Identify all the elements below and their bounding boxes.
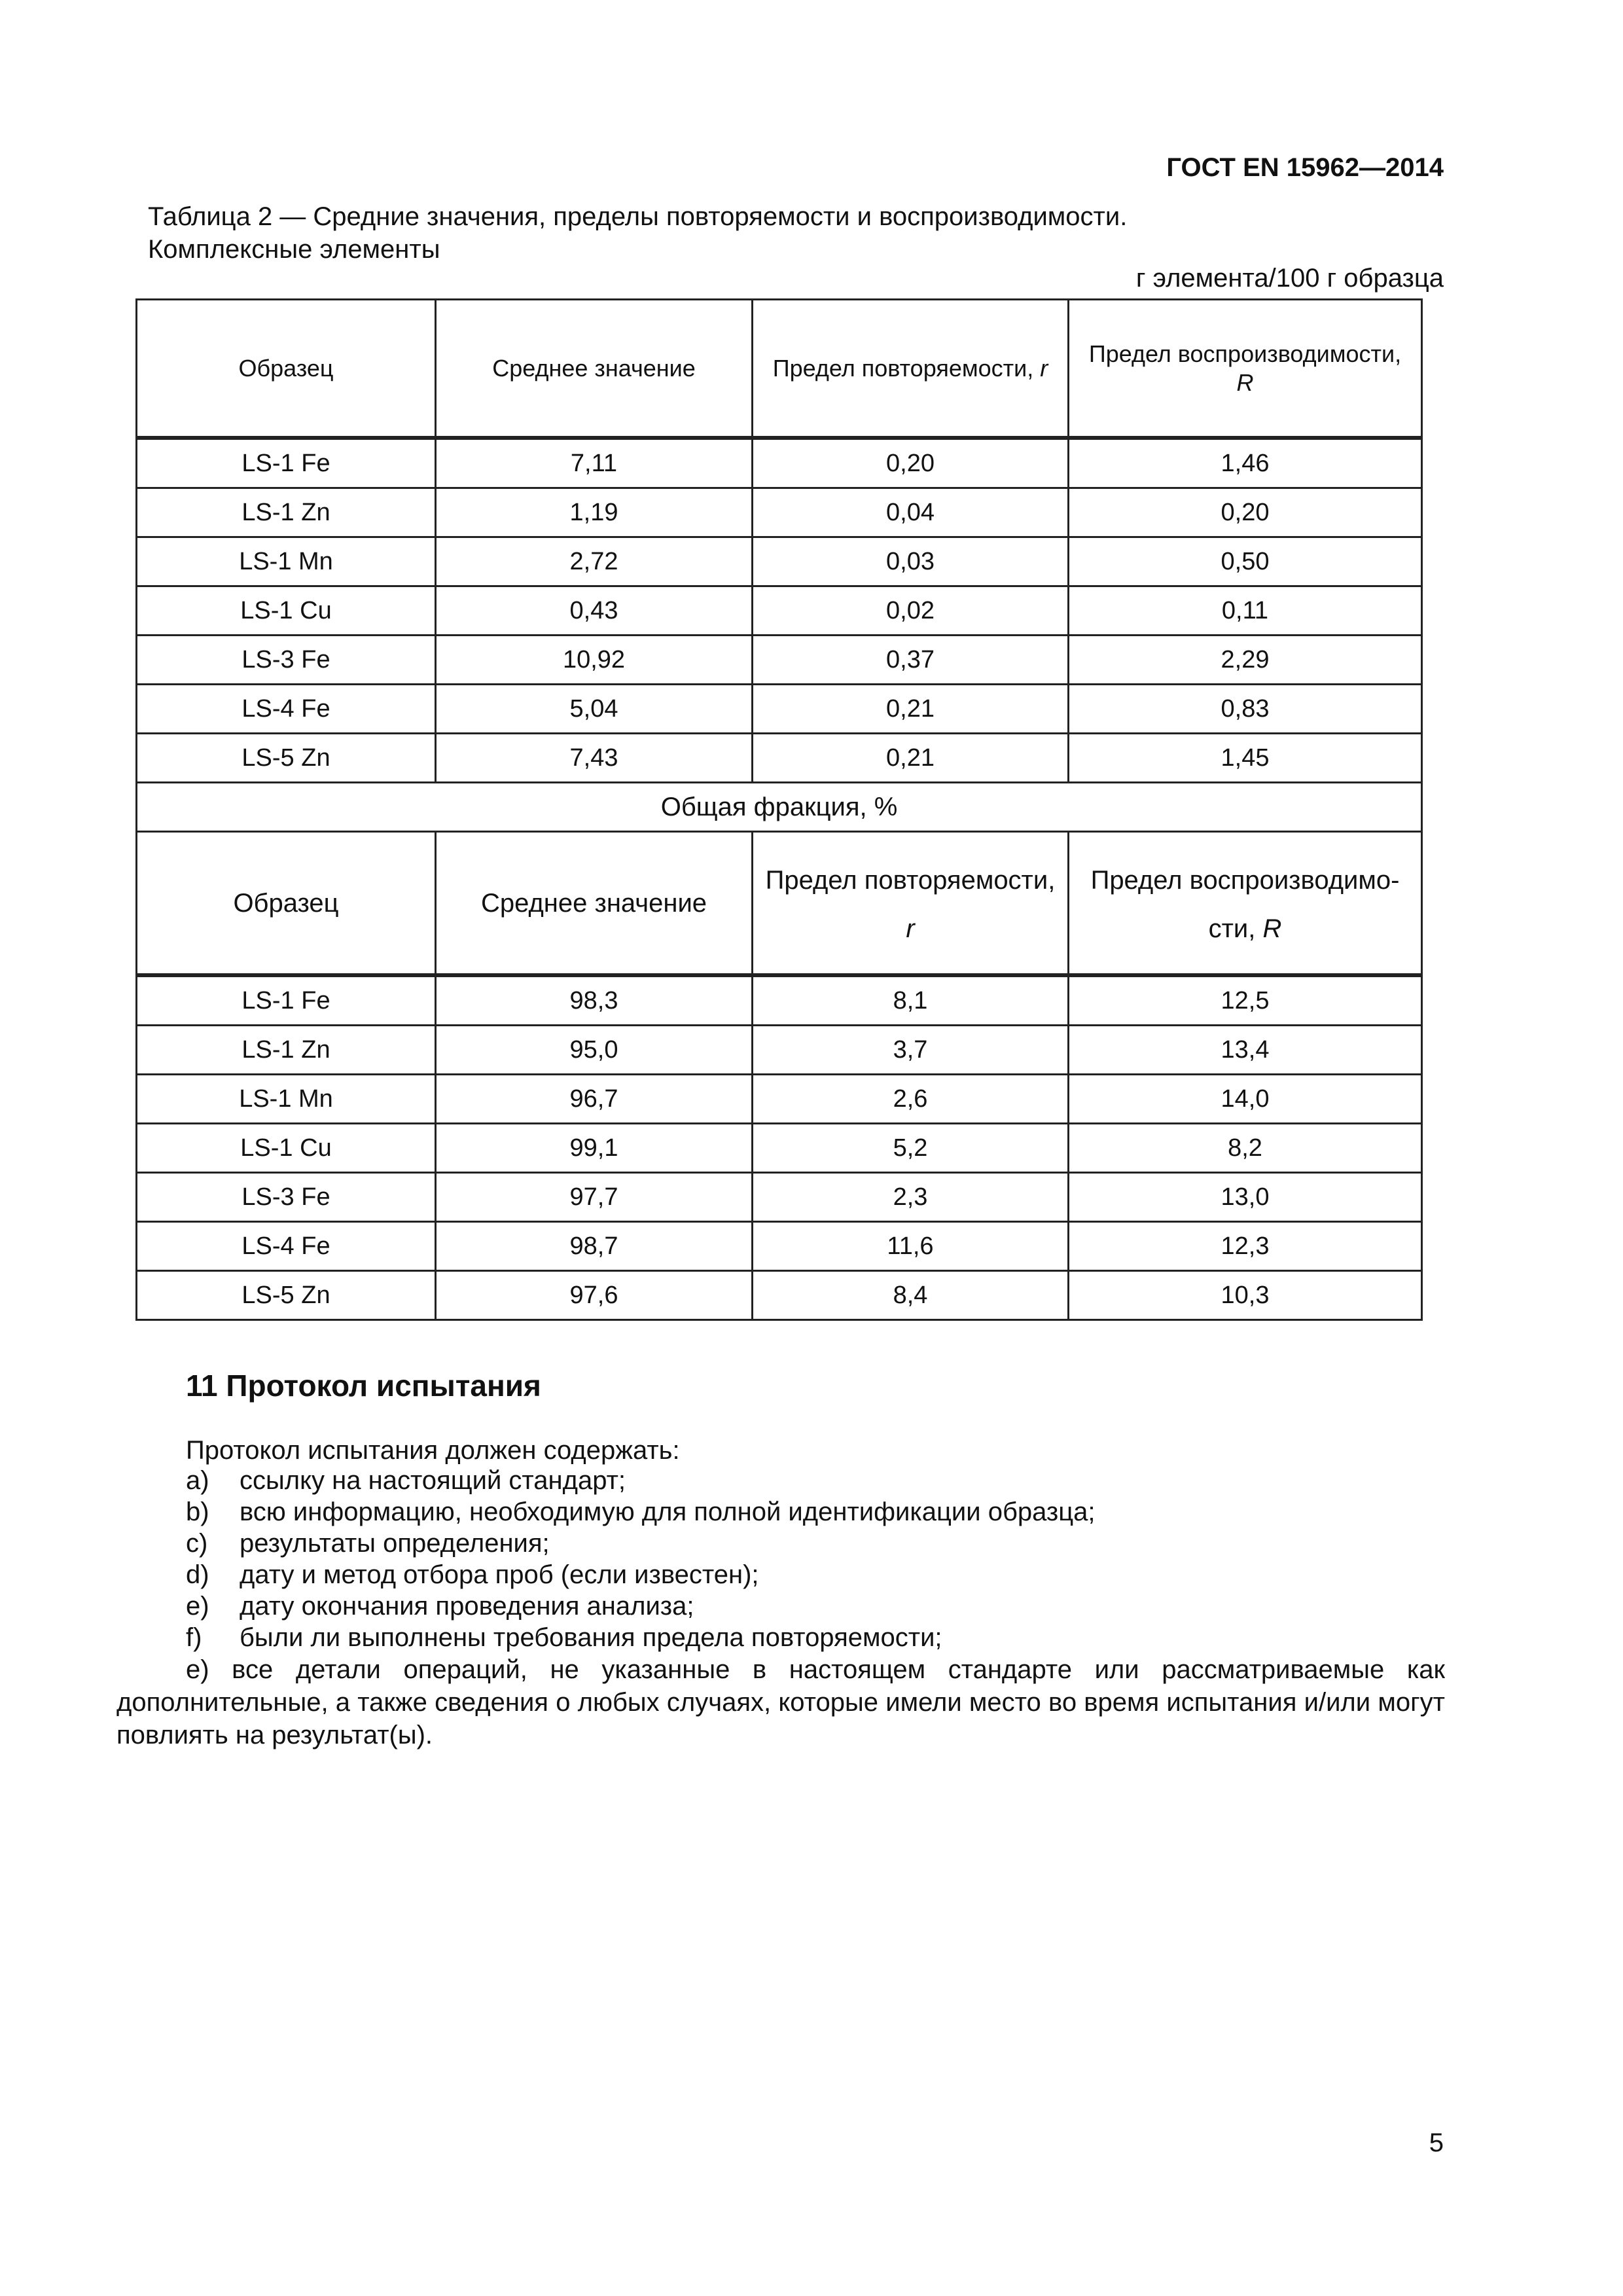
table-row [137, 1124, 1422, 1173]
cell-reproducibility: 14,0 [1069, 1075, 1422, 1124]
cell-sample: LS-1 Zn [137, 1026, 436, 1075]
cell-reproducibility: 2,29 [1069, 636, 1422, 685]
cell-reproducibility: 1,46 [1069, 438, 1422, 488]
cell-reproducibility: 13,4 [1069, 1026, 1422, 1075]
section-title: 11 Протокол испытания [186, 1369, 541, 1403]
header-reproducibility: Предел воспроизводимости, R [1069, 300, 1422, 439]
cell-reproducibility: 12,3 [1069, 1222, 1422, 1271]
list-marker: c) [186, 1529, 208, 1558]
header-mean: Среднее значение [436, 300, 753, 439]
results-table [135, 298, 1423, 1321]
list-marker: e) [186, 1592, 209, 1621]
cell-sample: LS-1 Fe [137, 438, 436, 488]
header-sample: Образец [137, 832, 436, 976]
cell-repeatability: 2,6 [753, 1075, 1069, 1124]
table-caption-line1: Таблица 2 — Средние значения, пределы повторяемости и воспроизводимости. [148, 202, 1128, 231]
cell-repeatability: 8,1 [753, 975, 1069, 1026]
cell-reproducibility: 0,11 [1069, 586, 1422, 636]
table-header-row-2 [137, 832, 1422, 976]
header-sample: Образец [137, 300, 436, 439]
cell-sample: LS-3 Fe [137, 636, 436, 685]
list-marker: f) [186, 1623, 202, 1652]
cell-sample: LS-1 Fe [137, 975, 436, 1026]
table-caption [148, 200, 1127, 266]
cell-mean: 97,7 [436, 1173, 753, 1222]
cell-repeatability: 5,2 [753, 1124, 1069, 1173]
cell-reproducibility: 8,2 [1069, 1124, 1422, 1173]
page-number: 5 [1429, 2128, 1444, 2157]
cell-reproducibility: 10,3 [1069, 1271, 1422, 1320]
table-units: г элемента/100 г образца [1135, 264, 1444, 293]
cell-mean: 5,04 [436, 685, 753, 734]
cell-reproducibility: 0,83 [1069, 685, 1422, 734]
table-section-row [137, 783, 1422, 832]
cell-sample: LS-1 Zn [137, 488, 436, 537]
cell-mean: 98,7 [436, 1222, 753, 1271]
section-row-label: Общая фракция, % [137, 783, 1422, 832]
cell-mean: 1,19 [436, 488, 753, 537]
list-item-text: всю информацию, необходимую для полной идентификации образца; [240, 1498, 1096, 1526]
standard-code: ГОСТ EN 15962—2014 [1166, 153, 1444, 182]
list-item [186, 1559, 1096, 1590]
list-marker: d) [186, 1560, 209, 1589]
table-row [137, 1173, 1422, 1222]
table-row [137, 1271, 1422, 1320]
table-row [137, 734, 1422, 783]
table-row [137, 685, 1422, 734]
table-row [137, 586, 1422, 636]
cell-mean: 97,6 [436, 1271, 753, 1320]
cell-reproducibility: 12,5 [1069, 975, 1422, 1026]
list-item-text: дату окончания проведения анализа; [240, 1592, 694, 1621]
cell-repeatability: 0,21 [753, 685, 1069, 734]
cell-sample: LS-1 Cu [137, 1124, 436, 1173]
cell-sample: LS-5 Zn [137, 1271, 436, 1320]
requirements-list [186, 1465, 1096, 1653]
cell-repeatability: 0,04 [753, 488, 1069, 537]
list-item [186, 1496, 1096, 1528]
table-row [137, 1026, 1422, 1075]
header-reproducibility: Предел воспроизводимо- сти, R [1069, 832, 1422, 976]
cell-repeatability: 8,4 [753, 1271, 1069, 1320]
cell-sample: LS-1 Mn [137, 1075, 436, 1124]
cell-mean: 10,92 [436, 636, 753, 685]
cell-repeatability: 0,21 [753, 734, 1069, 783]
table-row [137, 1222, 1422, 1271]
final-list-item: e) все детали операций, не указанные в настоящем стандарте или рассматриваемые как дополнительные, а также сведения о любых случаях, которые имели место во время испытания и/или могут повлиять на результат(ы). [116, 1655, 1445, 1749]
cell-sample: LS-5 Zn [137, 734, 436, 783]
list-item-text: дату и метод отбора проб (если известен); [240, 1560, 759, 1589]
cell-mean: 95,0 [436, 1026, 753, 1075]
list-item [186, 1528, 1096, 1559]
header-repeatability: Предел повторяемости, r [753, 832, 1069, 976]
cell-mean: 0,43 [436, 586, 753, 636]
cell-mean: 96,7 [436, 1075, 753, 1124]
list-item-text: были ли выполнены требования предела повторяемости; [240, 1623, 942, 1652]
table-header-row [137, 300, 1422, 439]
list-item-text: результаты определения; [240, 1529, 550, 1558]
list-item [186, 1590, 1096, 1622]
cell-sample: LS-3 Fe [137, 1173, 436, 1222]
table-row [137, 537, 1422, 586]
cell-mean: 7,43 [436, 734, 753, 783]
cell-repeatability: 3,7 [753, 1026, 1069, 1075]
cell-repeatability: 0,37 [753, 636, 1069, 685]
cell-sample: LS-4 Fe [137, 685, 436, 734]
cell-mean: 99,1 [436, 1124, 753, 1173]
cell-repeatability: 2,3 [753, 1173, 1069, 1222]
cell-repeatability: 0,02 [753, 586, 1069, 636]
section-intro: Протокол испытания должен содержать: [186, 1436, 680, 1465]
table-row [137, 636, 1422, 685]
table-row [137, 975, 1422, 1026]
table-caption-line2: Комплексные элементы [148, 235, 440, 264]
cell-mean: 2,72 [436, 537, 753, 586]
table-row [137, 438, 1422, 488]
cell-repeatability: 0,03 [753, 537, 1069, 586]
cell-mean: 7,11 [436, 438, 753, 488]
cell-repeatability: 0,20 [753, 438, 1069, 488]
cell-reproducibility: 1,45 [1069, 734, 1422, 783]
cell-mean: 98,3 [436, 975, 753, 1026]
cell-sample: LS-1 Cu [137, 586, 436, 636]
list-marker: a) [186, 1466, 209, 1495]
table-row [137, 488, 1422, 537]
cell-repeatability: 11,6 [753, 1222, 1069, 1271]
list-item [186, 1465, 1096, 1496]
list-item-text: ссылку на настоящий стандарт; [240, 1466, 626, 1495]
header-repeatability: Предел повторяемости, r [753, 300, 1069, 439]
table-row [137, 1075, 1422, 1124]
header-mean: Среднее значение [436, 832, 753, 976]
cell-reproducibility: 13,0 [1069, 1173, 1422, 1222]
cell-reproducibility: 0,20 [1069, 488, 1422, 537]
list-marker: b) [186, 1498, 209, 1526]
cell-reproducibility: 0,50 [1069, 537, 1422, 586]
cell-sample: LS-1 Mn [137, 537, 436, 586]
list-item [186, 1622, 1096, 1653]
cell-sample: LS-4 Fe [137, 1222, 436, 1271]
